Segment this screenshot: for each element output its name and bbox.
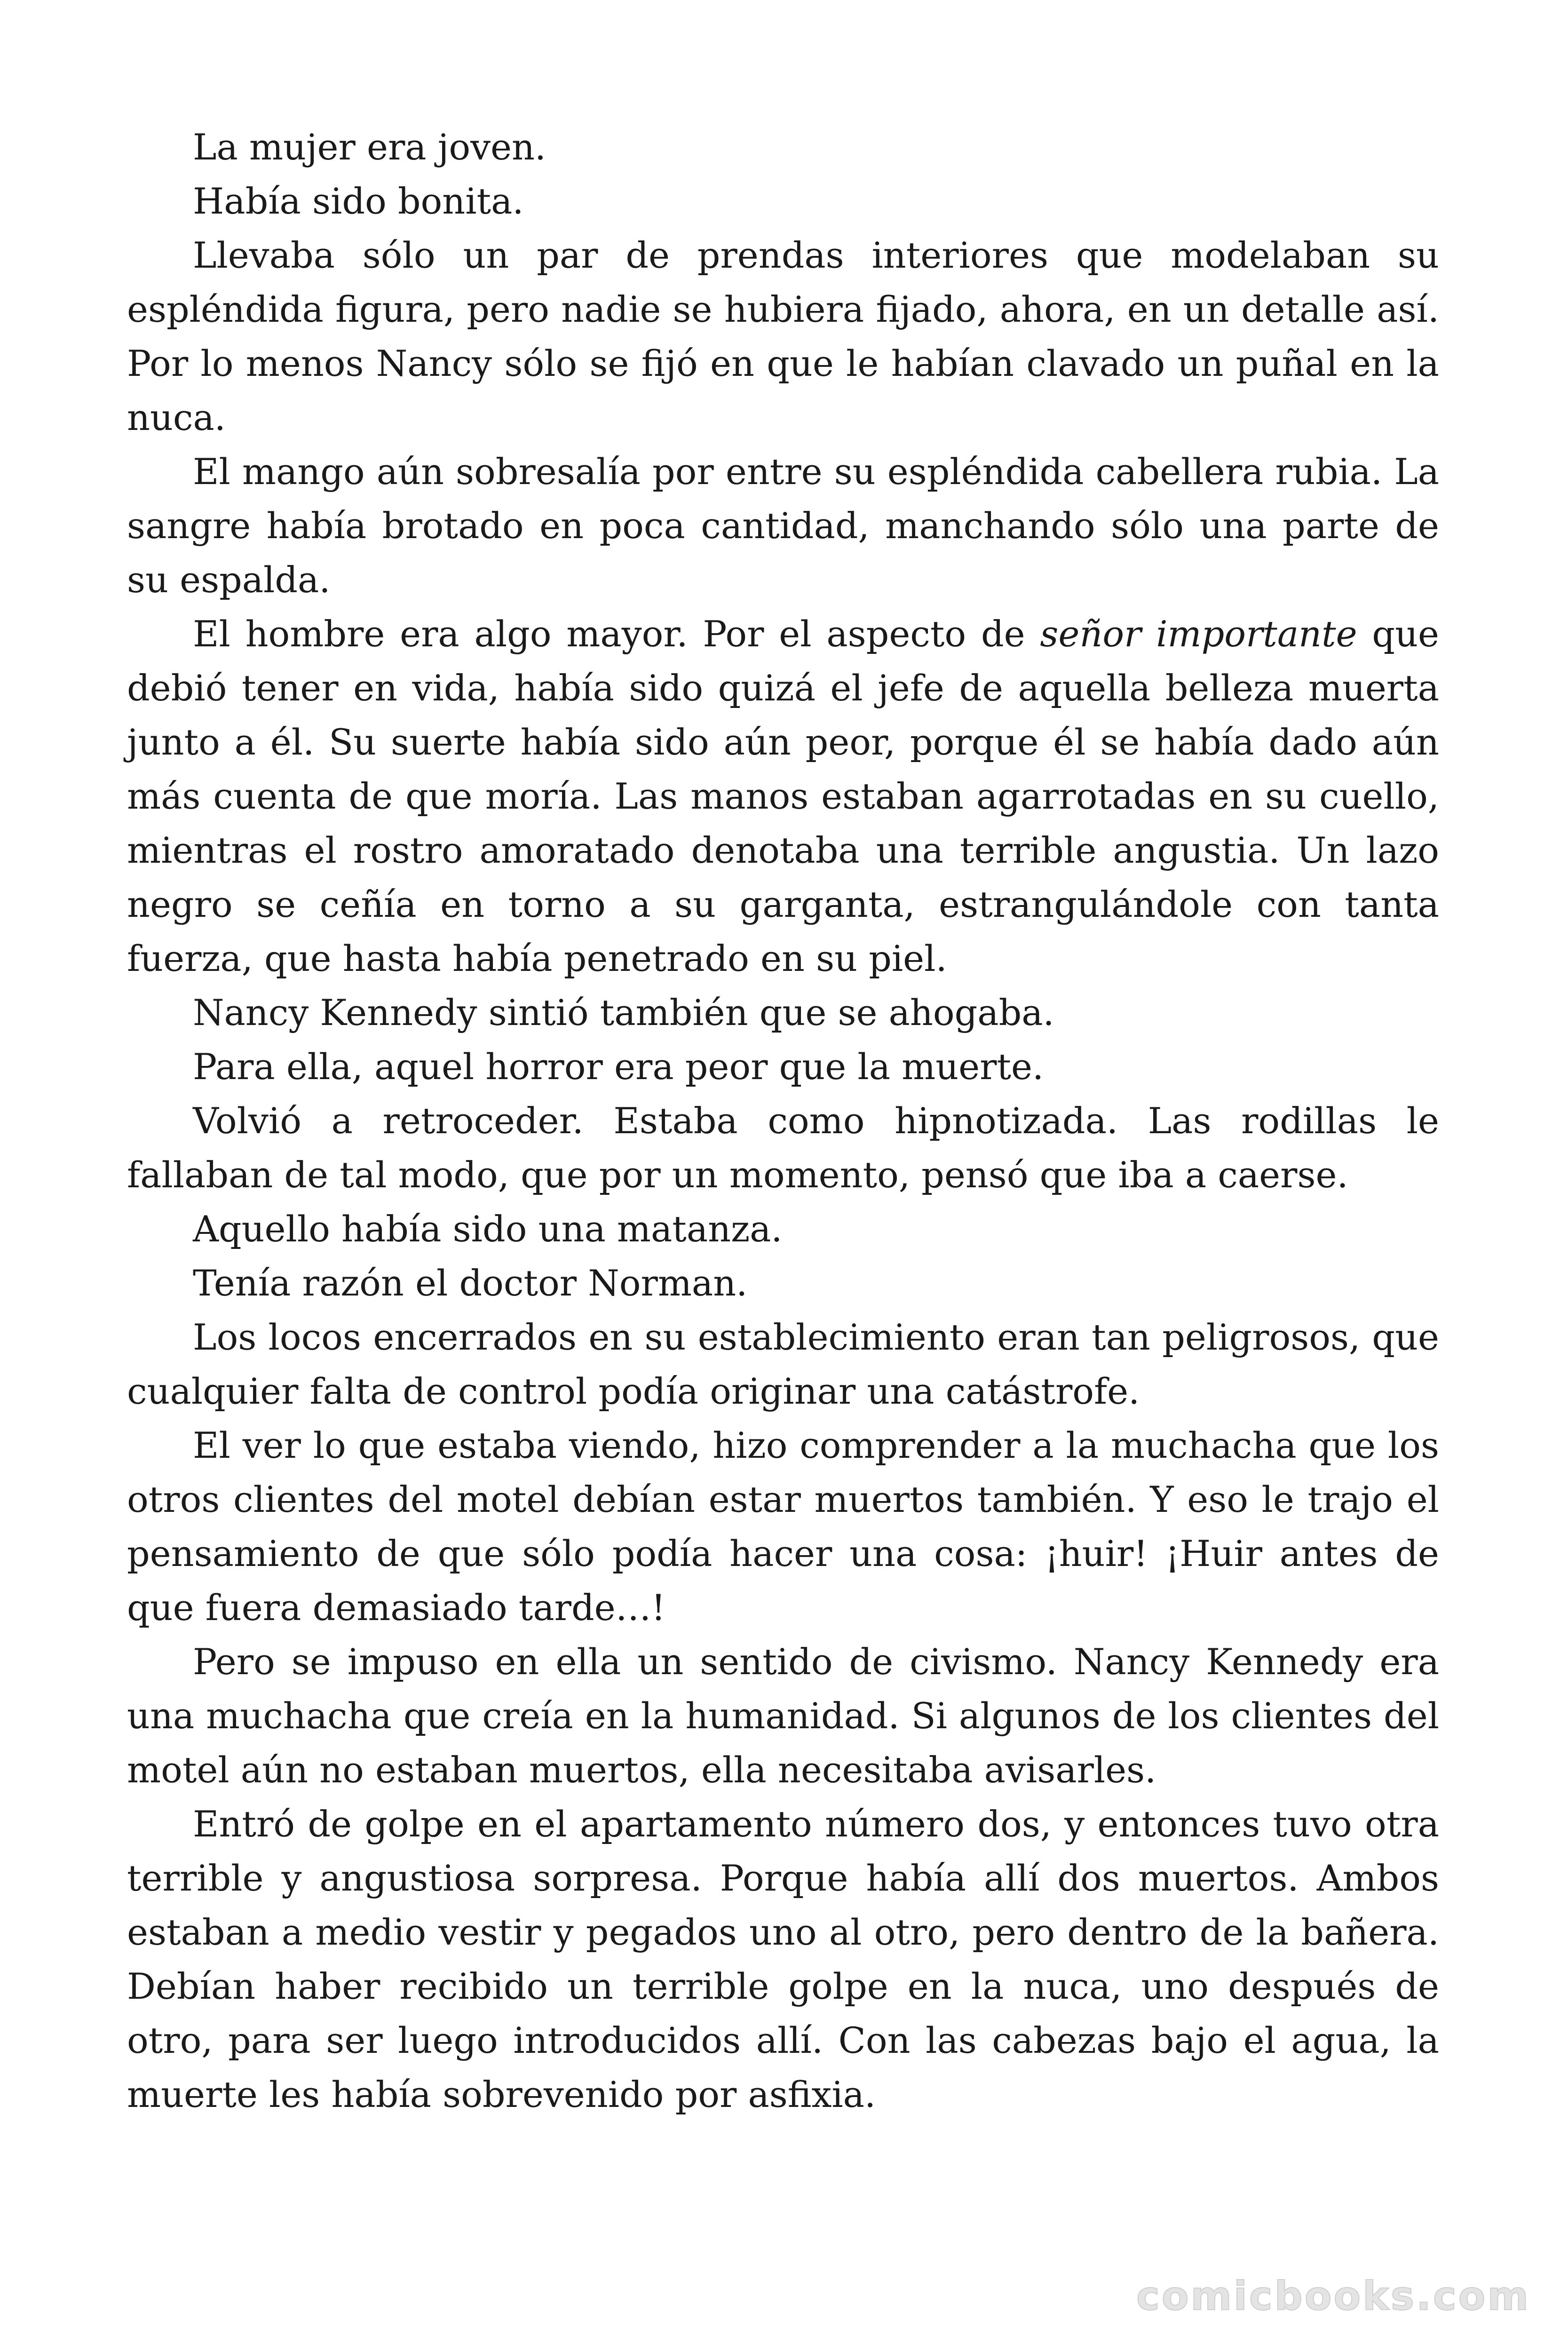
paragraph-text: El hombre era algo mayor. Por el aspecto de <box>193 613 1040 655</box>
paragraph: Nancy Kennedy sintió también que se ahogaba. <box>193 992 1054 1033</box>
paragraph: Pero se impuso en ella un sentido de civismo. Nancy Kennedy era una muchacha que creía en la humanidad. Si algunos de los clientes del motel aún no estaban muertos, ella necesitaba avisarles. <box>127 1641 1439 1791</box>
paragraph: Los locos encerrados en su establecimiento eran tan peligrosos, que cualquier falta de control podía originar una catástrofe. <box>127 1316 1439 1412</box>
paragraph: Aquello había sido una matanza. <box>193 1208 783 1250</box>
paragraph: La mujer era joven. <box>193 126 546 168</box>
page-text <box>127 120 1439 2122</box>
paragraph: Había sido bonita. <box>193 180 524 222</box>
watermark: comicbooks.com <box>1136 2273 1530 2319</box>
paragraph-text: que debió tener en vida, había sido quizá el jefe de aquella belleza muerta junto a él. Su suerte había sido aún peor, porque él se había dado aún más cuenta de que moría. Las manos estaban agarrotadas en su cuello, mientras el rostro amoratado denotaba una terrible angustia. Un lazo negro se ceñía en torno a su garganta, estrangulándole con tanta fuerza, que hasta había penetrado en su piel. <box>127 613 1439 979</box>
paragraph: Llevaba sólo un par de prendas interiores que modelaban su espléndida figura, pero nadie se hubiera fijado, ahora, en un detalle así. Por lo menos Nancy sólo se fijó en que le habían clavado un puñal en la nuca. <box>127 234 1439 438</box>
italic-phrase: señor importante <box>1040 613 1357 655</box>
paragraph: El ver lo que estaba viendo, hizo comprender a la muchacha que los otros clientes del motel debían estar muertos también. Y eso le trajo el pensamiento de que sólo podía hacer una cosa: ¡huir! ¡Huir antes de que fuera demasiado tarde…! <box>127 1424 1439 1629</box>
paragraph: El mango aún sobresalía por entre su espléndida cabellera rubia. La sangre había brotado en poca cantidad, manchando sólo una parte de su espalda. <box>127 451 1439 601</box>
paragraph: Volvió a retroceder. Estaba como hipnotizada. Las rodillas le fallaban de tal modo, que por un momento, pensó que iba a caerse. <box>127 1100 1439 1196</box>
paragraph: Para ella, aquel horror era peor que la muerte. <box>193 1046 1044 1088</box>
paragraph: Entró de golpe en el apartamento número dos, y entonces tuvo otra terrible y angustiosa sorpresa. Porque había allí dos muertos. Ambos estaban a medio vestir y pegados uno al otro, pero dentro de la bañera. Debían haber recibido un terrible golpe en la nuca, uno después de otro, para ser luego introducidos allí. Con las cabezas bajo el agua, la muerte les había sobrevenido por asfixia. <box>127 1803 1439 2115</box>
paragraph <box>127 607 1439 985</box>
paragraph: Tenía razón el doctor Norman. <box>193 1262 748 1304</box>
